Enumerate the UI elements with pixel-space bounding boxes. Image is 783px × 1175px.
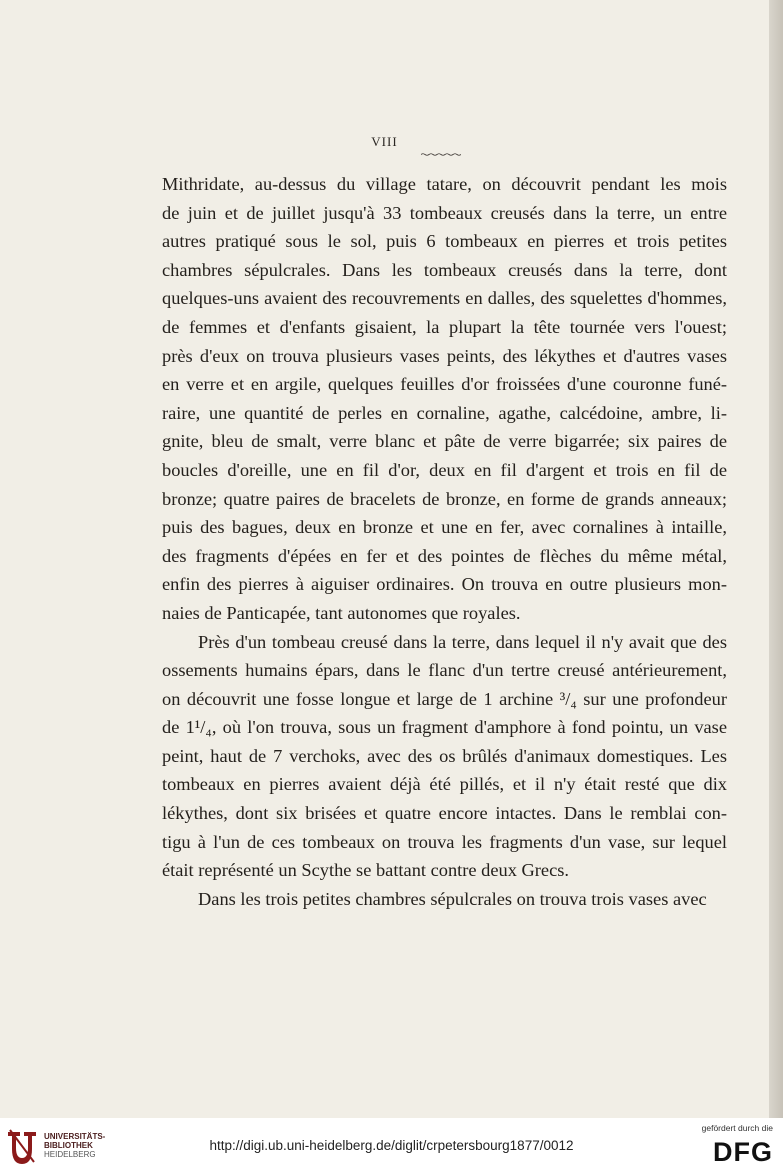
text-line: boucles d'oreille, une en fil d'or, deux en fil d'argent et trois en fil de bbox=[162, 459, 727, 480]
page-edge bbox=[769, 0, 783, 1118]
text-line: ossements humains épars, dans le flanc d'un tertre creusé antérieurement, bbox=[162, 660, 727, 681]
text-line: Mithridate, au-dessus du village tatare, on découvrit pendant les mois bbox=[162, 174, 727, 194]
text-line: tigu à l'un de ces tombeaux on trouva les fragments d'un vase, sur lequel bbox=[162, 831, 727, 852]
text-line: chambres sépulcrales. Dans les tombeaux creusés dans la terre, dont bbox=[162, 259, 727, 280]
text-line: autres pratiqué sous le sol, puis 6 tombeaux en pierres et trois petites bbox=[162, 231, 727, 252]
footer-bar bbox=[0, 1118, 783, 1175]
text-line: Près d'un tombeau creusé dans la terre, dans lequel il n'y avait que des bbox=[198, 631, 727, 652]
text-line: quelques-uns avaient des recouvrements en dalles, des squelettes d'hommes, bbox=[162, 288, 727, 309]
text-line: de femmes et d'enfants gisaient, la plupart la tête tournée vers l'ouest; bbox=[162, 316, 727, 337]
dfg-logo: DFG bbox=[713, 1137, 773, 1167]
sponsor-label: gefördert durch die bbox=[701, 1123, 773, 1133]
text-line: en verre et en argile, quelques feuilles d'or froissées d'une couronne funé- bbox=[162, 374, 727, 395]
text-line: était représenté un Scythe se battant contre deux Grecs. bbox=[162, 860, 569, 881]
text-line: naies de Panticapée, tant autonomes que royales. bbox=[162, 602, 521, 623]
text-line: de juin et de juillet jusqu'à 33 tombeaux creusés dans la terre, un entre bbox=[162, 202, 727, 223]
library-name-line1: UNIVERSITÄTS- bbox=[44, 1132, 106, 1141]
body-text bbox=[162, 170, 727, 913]
library-name-line3: HEIDELBERG bbox=[44, 1150, 96, 1159]
text-line: lékythes, dont six brisées et quatre encore intactes. Dans le remblai con- bbox=[162, 803, 727, 824]
text-line: Dans les trois petites chambres sépulcrales on trouva trois vases avec bbox=[198, 888, 707, 909]
text-line: bronze; quatre paires de bracelets de bronze, en forme de grands anneaux; bbox=[162, 488, 727, 509]
text-line: gnite, bleu de smalt, verre blanc et pâte de verre bigarrée; six paires de bbox=[162, 431, 727, 452]
text-line: raire, une quantité de perles en cornaline, agathe, calcédoine, ambre, li- bbox=[162, 402, 727, 423]
text-line: puis des bagues, deux en bronze et une en fer, avec cornalines à intaille, bbox=[162, 517, 727, 538]
text-line: peint, haut de 7 verchoks, avec des os brûlés d'animaux domestiques. Les bbox=[162, 745, 727, 766]
text-line: près d'eux on trouva plusieurs vases peints, des lékythes et d'autres vases bbox=[162, 345, 727, 366]
source-url-link[interactable]: http://digi.ub.uni-heidelberg.de/diglit/crpetersbourg1877/0012 bbox=[209, 1138, 574, 1153]
wavy-rule-icon bbox=[421, 153, 461, 156]
text-line: de 1¹/₄, où l'on trouva, sous un fragment d'amphore à fond pointu, un vase bbox=[162, 717, 727, 738]
running-head: VIII bbox=[371, 134, 398, 149]
text-line: tombeaux en pierres avaient déjà été pillés, et il n'y était resté que dix bbox=[162, 774, 727, 795]
text-line: enfin des pierres à aiguiser ordinaires. On trouva en outre plusieurs mon- bbox=[162, 574, 727, 595]
library-name-line2: BIBLIOTHEK bbox=[44, 1141, 93, 1150]
text-line: on découvrit une fosse longue et large de 1 archine ³/₄ sur une profondeur bbox=[162, 688, 727, 709]
text-line: des fragments d'épées en fer et des pointes de flèches du même métal, bbox=[162, 545, 727, 566]
